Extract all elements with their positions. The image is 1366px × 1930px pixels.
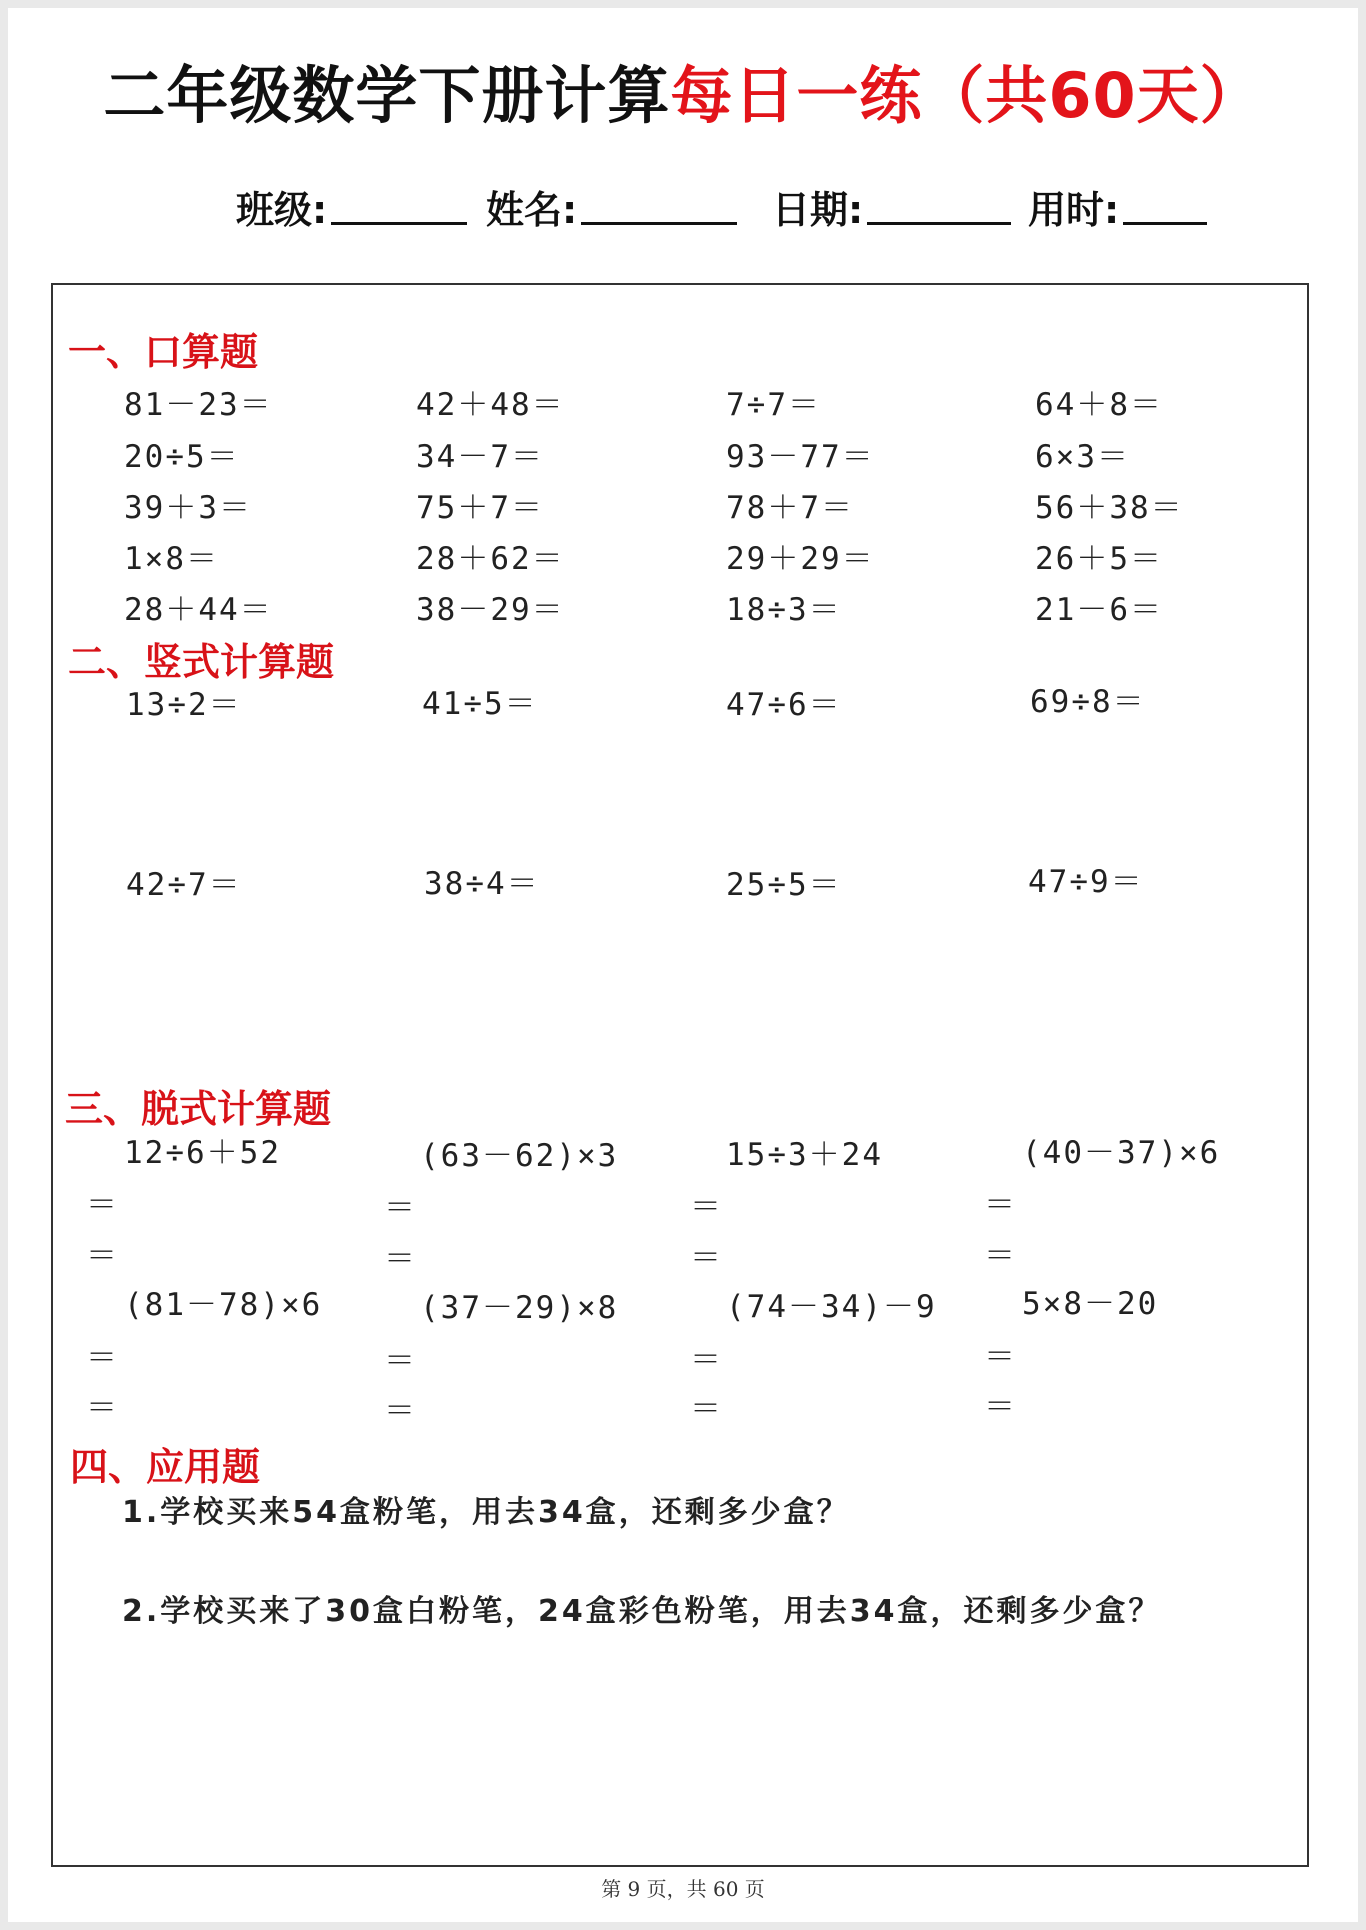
- stepwise-question: 12÷6＋52: [124, 1135, 281, 1171]
- equals-sign: ＝: [690, 1189, 721, 1225]
- oral-question: 1×8＝: [124, 541, 219, 577]
- class-field: [236, 182, 467, 238]
- time-label: 用时:: [1028, 188, 1120, 232]
- vertical-question: 69÷8＝: [1030, 684, 1146, 720]
- title-red-part: 每日一练（共60天）: [670, 59, 1263, 132]
- stepwise-question: (74－34)－9: [726, 1289, 937, 1325]
- equals-sign: ＝: [384, 1241, 415, 1277]
- date-label: 日期:: [772, 188, 864, 232]
- equals-sign: ＝: [86, 1238, 117, 1274]
- vertical-question: 47÷6＝: [726, 687, 842, 723]
- time-blank[interactable]: [1123, 182, 1207, 225]
- oral-question: 39＋3＝: [124, 490, 252, 526]
- section-stepwise-title: 三、脱式计算题: [65, 1086, 332, 1131]
- vertical-question: 47÷9＝: [1028, 864, 1144, 900]
- stepwise-question: (37－29)×8: [420, 1290, 619, 1326]
- oral-question: 21－6＝: [1035, 592, 1163, 628]
- oral-question: 56＋38＝: [1035, 490, 1184, 526]
- oral-question: 42＋48＝: [416, 387, 565, 423]
- oral-question: 64＋8＝: [1035, 387, 1163, 423]
- stepwise-question: (81－78)×6: [124, 1287, 323, 1323]
- equals-sign: ＝: [86, 1187, 117, 1223]
- equals-sign: ＝: [384, 1393, 415, 1429]
- page-footer: 第 9 页，共 60 页: [601, 1877, 765, 1901]
- oral-question: 6×3＝: [1035, 439, 1130, 475]
- date-field: [772, 182, 1011, 238]
- equals-sign: ＝: [86, 1340, 117, 1376]
- oral-question: 28＋44＝: [124, 592, 273, 628]
- oral-question: 78＋7＝: [726, 490, 854, 526]
- oral-question: 18÷3＝: [726, 592, 842, 628]
- oral-question: 81－23＝: [124, 387, 273, 423]
- name-field: [486, 182, 737, 238]
- equals-sign: ＝: [690, 1391, 721, 1427]
- equals-sign: ＝: [384, 1190, 415, 1226]
- stepwise-question: 5×8－20: [1022, 1286, 1159, 1322]
- equals-sign: ＝: [984, 1389, 1015, 1425]
- title-black-part: 二年级数学下册计算: [103, 59, 671, 132]
- equals-sign: ＝: [384, 1343, 415, 1379]
- oral-question: 20÷5＝: [124, 439, 240, 475]
- vertical-question: 38÷4＝: [424, 866, 540, 902]
- class-label: 班级:: [236, 188, 328, 232]
- oral-question: 7÷7＝: [726, 387, 821, 423]
- time-field: [1028, 182, 1207, 238]
- stepwise-question: (63－62)×3: [420, 1138, 619, 1174]
- vertical-question: 42÷7＝: [126, 867, 242, 903]
- oral-question: 29＋29＝: [726, 541, 875, 577]
- equals-sign: ＝: [690, 1240, 721, 1276]
- class-blank[interactable]: [331, 182, 467, 225]
- word-problem-2: 2.学校买来了30盒白粉笔，24盒彩色粉笔，用去34盒，还剩多少盒？: [122, 1594, 1162, 1629]
- oral-question: 75＋7＝: [416, 490, 544, 526]
- equals-sign: ＝: [984, 1187, 1015, 1223]
- word-problem-1: 1.学校买来54盒粉笔，用去34盒，还剩多少盒？: [122, 1495, 850, 1530]
- page-title: [0, 59, 1366, 132]
- equals-sign: ＝: [86, 1390, 117, 1426]
- stepwise-question: 15÷3＋24: [726, 1137, 883, 1173]
- section-oral-title: 一、口算题: [68, 329, 259, 374]
- oral-question: 93－77＝: [726, 439, 875, 475]
- equals-sign: ＝: [984, 1339, 1015, 1375]
- stepwise-question: (40－37)×6: [1022, 1135, 1221, 1171]
- name-label: 姓名:: [486, 188, 578, 232]
- oral-question: 38－29＝: [416, 592, 565, 628]
- section-vertical-title: 二、竖式计算题: [68, 639, 335, 684]
- equals-sign: ＝: [984, 1238, 1015, 1274]
- equals-sign: ＝: [690, 1342, 721, 1378]
- vertical-question: 13÷2＝: [126, 687, 242, 723]
- section-word-title: 四、应用题: [70, 1444, 261, 1489]
- oral-question: 26＋5＝: [1035, 541, 1163, 577]
- vertical-question: 41÷5＝: [422, 686, 538, 722]
- oral-question: 34－7＝: [416, 439, 544, 475]
- date-blank[interactable]: [867, 182, 1011, 225]
- oral-question: 28＋62＝: [416, 541, 565, 577]
- vertical-question: 25÷5＝: [726, 867, 842, 903]
- name-blank[interactable]: [581, 182, 737, 225]
